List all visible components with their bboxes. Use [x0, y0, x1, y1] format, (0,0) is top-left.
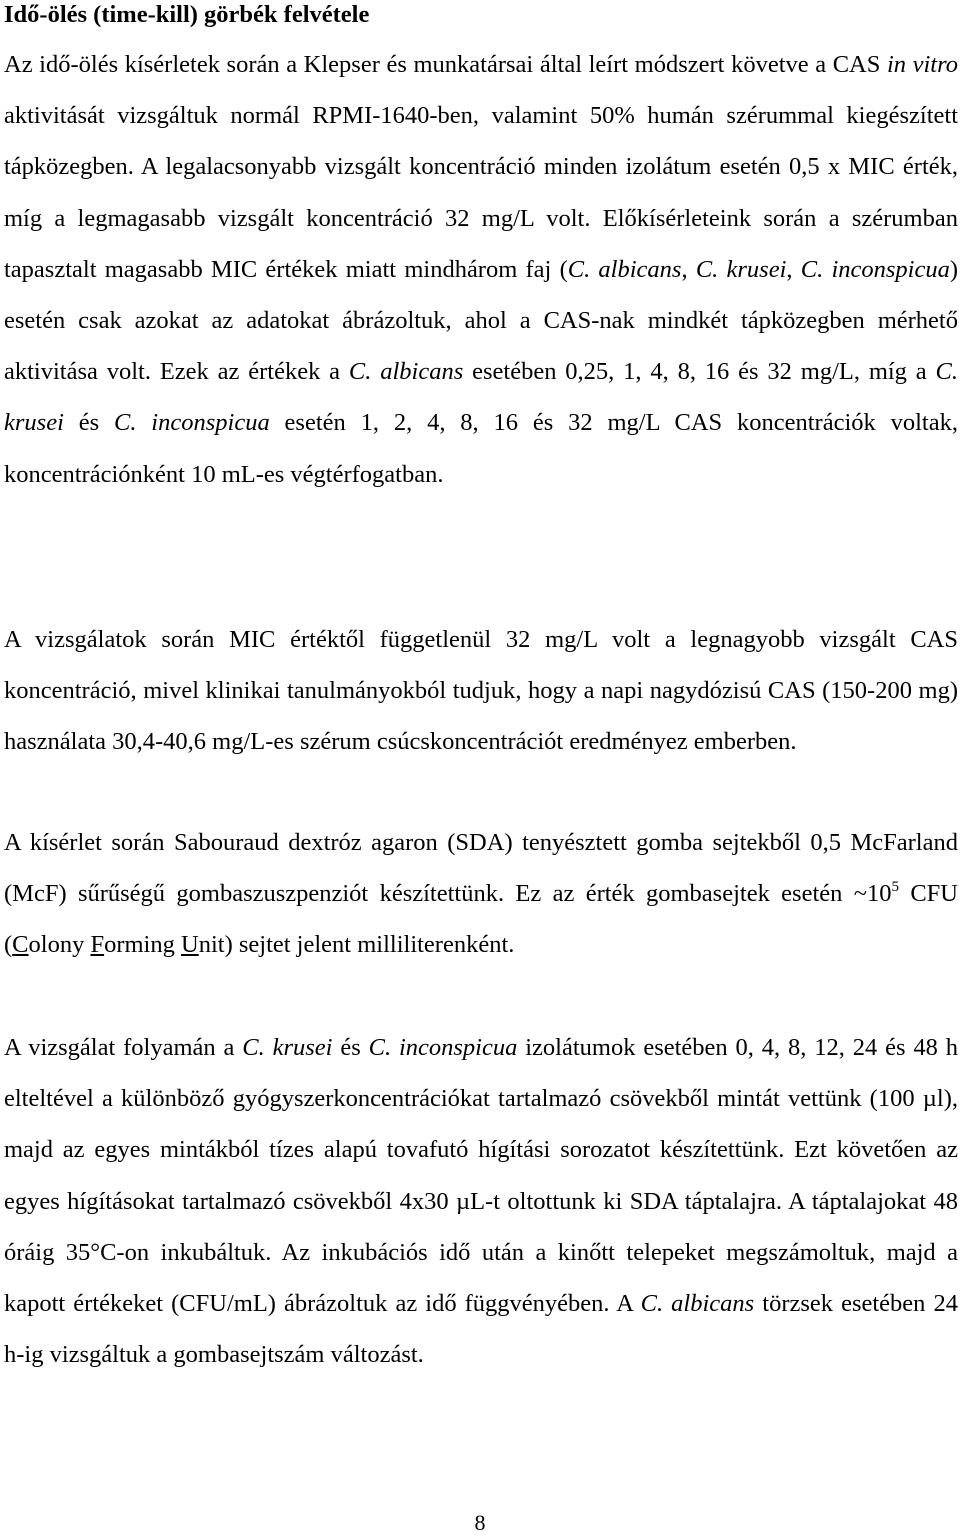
underlined-letter: C: [12, 931, 29, 959]
superscript-exponent: 5: [891, 879, 899, 896]
italic-species: C. krusei: [4, 358, 958, 437]
text-segment: orming: [104, 931, 181, 959]
text-segment: nit) sejtet jelent milliliterenként.: [198, 931, 515, 959]
text-segment: olony: [28, 931, 91, 959]
text-segment: Az idő-ölés kísérletek során a Klepser és munkatársai által leírt módszert követve a CAS: [4, 51, 887, 78]
italic-species: C. albicans: [567, 255, 682, 283]
italic-species: C. inconspicua: [368, 1034, 518, 1061]
text-segment: A vizsgálatok során MIC értéktől függetlenül 32 mg/L volt a legnagyobb vizsgált CAS koncentráció, mivel klinikai tanulmányokból tudjuk, hogy a napi nagydózisú CAS (150-200 mg) használata 30,4-40,6 mg/L-es szérum csúcskoncentrációt eredményez emberben.: [4, 626, 958, 756]
text-segment: ,: [681, 255, 696, 283]
italic-species: C. inconspicua: [113, 409, 270, 437]
text-segment: A kísérlet során Sabouraud dextróz agaron (SDA) tenyésztett gomba sejtekből 0,5 McFarland (McF) sűrűségű gombaszuszpenziót készítettünk. Ez az érték gombasejtek esetén ~10: [4, 829, 958, 908]
italic-species: C. albicans: [348, 358, 464, 386]
text-segment: CFU (: [4, 880, 958, 959]
underlined-letter: U: [181, 931, 199, 959]
text-segment: ) esetén csak azokat az adatokat ábrázoltuk, ahol a CAS-nak mindkét tápközegben mérhető aktivitása volt. Ezek az értékek a: [4, 255, 959, 386]
section-heading: Idő-ölés (time-kill) görbék felvétele: [4, 1, 370, 28]
text-segment: esetében 0,25, 1, 4, 8, 16 és 32 mg/L, míg a: [463, 358, 936, 386]
text-segment: aktivitását vizsgáltuk normál RPMI-1640-ben, valamint 50% humán szérummal kiegészített tápközegben. A legalacsonyabb vizsgált koncentráció minden izolátum esetén 0,5 x MIC érték, míg a legmagasabb vizsgált koncentráció 32 mg/L volt. Előkísérleteink során a szérumban tapasztalt magasabb MIC értékek miatt mindhárom faj (: [4, 102, 958, 283]
italic-species: C. krusei: [695, 255, 787, 283]
italic-species: C. inconspicua: [800, 255, 950, 283]
text-segment: izolátumok esetében 0, 4, 8, 12, 24 és 48 h elteltével a különböző gyógyszerkoncentrációkat tartalmazó csövekből mintát vettünk (100 µl), majd az egyes mintákból tízes alapú tovafutó hígítási sorozatot készítettünk. Ezt követően az egyes hígításokat tartalmazó csövekből 4x30 µL-t oltottunk ki SDA táptalajra. A táptalajokat 48 óráig 35°C-on inkubáltuk. Az inkubációs idő után a kinőtt telepeket megszámoltuk, majd a kapott értékeket (CFU/mL) ábrázoltuk az idő függvényében. A: [4, 1034, 958, 1318]
text-segment: ,: [786, 255, 801, 283]
text-segment: A vizsgálat folyamán a: [4, 1034, 243, 1061]
text-segment: törzsek esetében 24 h-ig vizsgáltuk a gombasejtszám változást.: [4, 1290, 958, 1369]
paragraph-suspension-prep: [4, 817, 958, 971]
paragraph-max-concentration: [4, 614, 958, 768]
paragraph-time-kill-method: [4, 39, 958, 500]
text-segment: és: [332, 1034, 369, 1061]
italic-species: C. albicans: [640, 1290, 755, 1318]
paragraph-sampling-procedure: [4, 1022, 958, 1380]
page-number: 8: [474, 1510, 486, 1535]
text-segment: esetén 1, 2, 4, 8, 16 és 32 mg/L CAS koncentrációk voltak, koncentrációnként 10 mL-es végtérfogatban.: [4, 409, 958, 488]
text-segment: és: [63, 409, 114, 437]
italic-species: C. krusei: [242, 1034, 333, 1061]
underlined-letter: F: [90, 931, 105, 959]
italic-term: in vitro: [886, 51, 958, 78]
